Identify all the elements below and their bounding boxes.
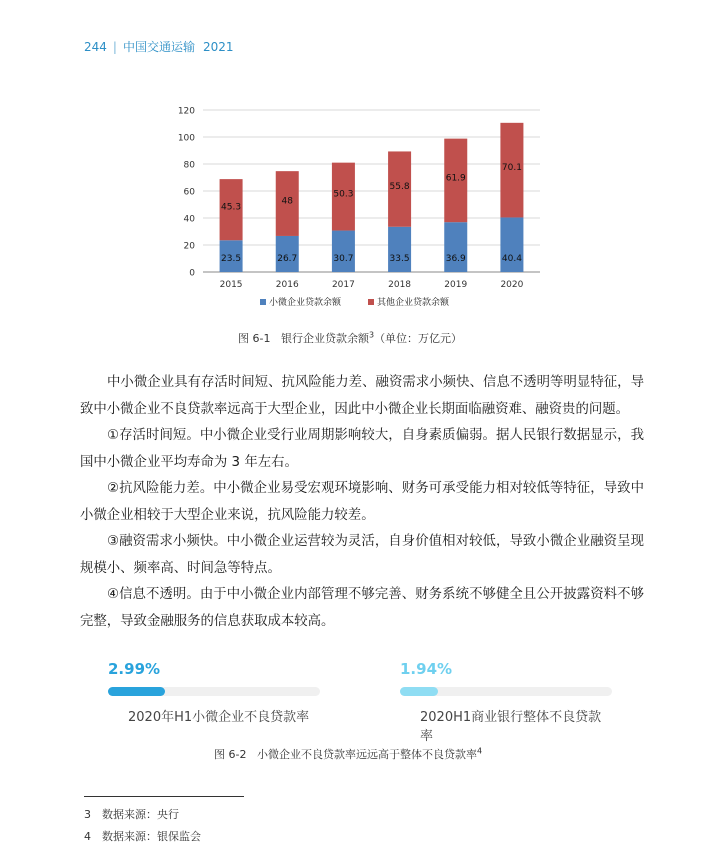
y-tick-label: 80 <box>183 160 195 171</box>
data-label: 40.4 <box>501 254 522 264</box>
header-year: 2021 <box>202 40 234 54</box>
footnote-text: 数据来源：央行 <box>102 808 179 821</box>
data-label: 45.3 <box>221 202 242 213</box>
bar-segment <box>444 222 467 272</box>
stat-value: 2.99% <box>108 660 161 678</box>
y-tick-label: 0 <box>189 268 195 279</box>
paragraph: ③融资需求小频快。中小微企业运营较为灵活，自身价值相对较低，导致小微企业融资呈现规模小、频率高、时间急等特点。 <box>80 534 644 576</box>
progress-track <box>400 687 612 696</box>
paragraph: 中小微企业具有存活时间短、抗风险能力差、融资需求小频快、信息不透明等明显特征，导致中小微企业不良贷款率远高于大型企业，因此中小微企业长期面临融资难、融资贵的问题。 <box>80 375 644 417</box>
caption-prefix: 图 6-1 <box>238 332 271 345</box>
data-label: 26.7 <box>277 254 298 264</box>
stat-label: 2020年H1小微企业不良贷款率 <box>128 710 310 725</box>
caption-title: 小微企业不良贷款率远远高于整体不良贷款率 <box>256 748 477 761</box>
bar-segment <box>332 231 355 272</box>
progress-track <box>108 687 320 696</box>
caption-prefix: 图 6-2 <box>214 748 247 761</box>
y-tick-label: 120 <box>177 106 195 117</box>
x-tick-label: 2016 <box>275 280 299 290</box>
legend-label: 其他企业贷款余额 <box>377 298 450 308</box>
x-tick-label: 2019 <box>444 280 468 290</box>
stat-value: 1.94% <box>400 660 453 678</box>
caption-title: 银行企业贷款余额 <box>280 332 369 345</box>
data-label: 23.5 <box>221 254 242 264</box>
footnote-ref: 4 <box>476 746 483 756</box>
y-tick-label: 20 <box>183 241 195 252</box>
data-label: 48 <box>281 196 293 207</box>
data-label: 61.9 <box>445 173 466 184</box>
loan-balance-chart <box>160 96 560 318</box>
caption-unit: （单位：万亿元） <box>374 332 463 345</box>
data-label: 70.1 <box>501 163 522 174</box>
stat-small-micro-npl <box>108 660 320 725</box>
paragraph: ②抗风险能力差。中小微企业易受宏观环境影响、财务可承受能力相对较低等特征，导致中小微企业相较于大型企业来说，抗风险能力较差。 <box>80 481 644 523</box>
footnote-number: 3 <box>84 808 91 821</box>
footnote-number: 4 <box>84 830 91 843</box>
paragraph: ①存活时间短。中小微企业受行业周期影响较大，自身素质偏弱。据人民银行数据显示，我国中小微企业平均寿命为 3 年左右。 <box>80 428 644 470</box>
legend-swatch <box>260 299 266 305</box>
page-number: 244 <box>84 40 107 54</box>
y-tick-label: 40 <box>183 214 195 225</box>
y-tick-label: 60 <box>183 187 195 198</box>
data-label: 30.7 <box>333 254 354 264</box>
data-label: 55.8 <box>389 182 410 193</box>
body-text <box>80 370 644 635</box>
progress-fill <box>108 687 165 696</box>
progress-fill <box>400 687 438 696</box>
legend-label: 小微企业贷款余额 <box>269 298 342 308</box>
footnotes <box>84 804 201 848</box>
x-tick-label: 2018 <box>388 280 412 290</box>
data-label: 50.3 <box>333 189 354 200</box>
book-title: 中国交通运输 <box>122 40 195 54</box>
figure-6-1-caption <box>238 330 462 346</box>
running-header <box>84 38 234 55</box>
paragraph: ④信息不透明。由于中小微企业内部管理不够完善、财务系统不够健全且公开披露资料不够完整，导致金融服务的信息获取成本较高。 <box>80 587 644 629</box>
footnote-text: 数据来源：银保监会 <box>102 830 201 843</box>
header-separator: | <box>112 40 117 54</box>
figure-6-2-caption <box>214 746 482 762</box>
footnote-ref: 3 <box>368 330 375 340</box>
x-tick-label: 2020 <box>500 280 524 290</box>
footnote <box>84 826 201 848</box>
legend-swatch <box>368 299 374 305</box>
y-tick-label: 100 <box>177 133 195 144</box>
footnote-divider <box>84 796 244 797</box>
x-tick-label: 2017 <box>331 280 355 290</box>
bar-segment <box>388 227 411 272</box>
data-label: 36.9 <box>445 254 466 264</box>
data-label: 33.5 <box>389 254 410 264</box>
x-tick-label: 2015 <box>219 280 243 290</box>
stat-bank-overall-npl <box>400 660 612 744</box>
footnote <box>84 804 201 826</box>
stat-label: 2020H1商业银行整体不良贷款率 <box>420 710 602 744</box>
